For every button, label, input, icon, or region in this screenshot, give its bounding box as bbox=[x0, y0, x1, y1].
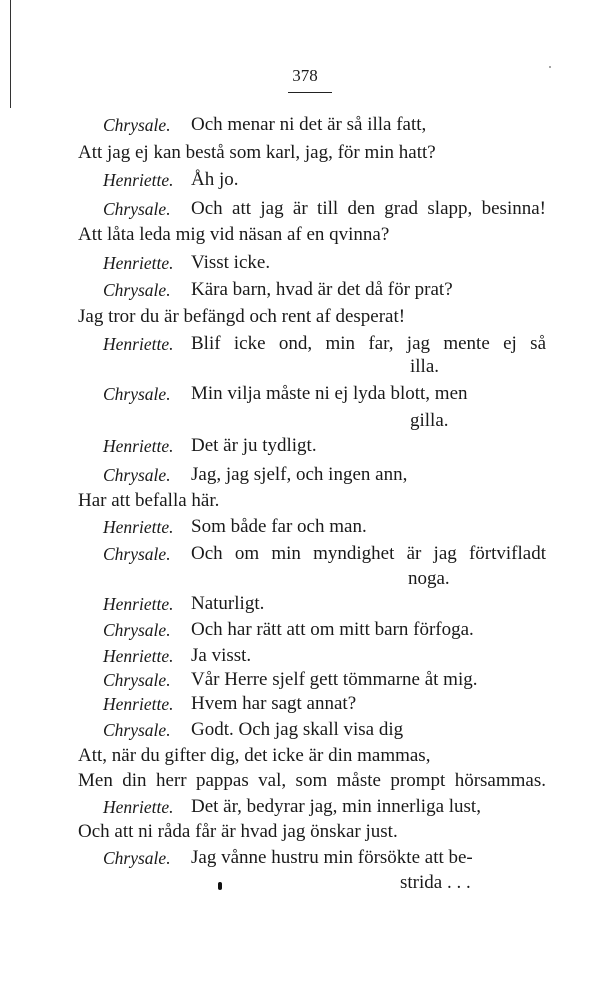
verse-text: Och att ni råda får är hvad jag önskar just. bbox=[78, 821, 398, 842]
text-line bbox=[0, 381, 608, 407]
text-line bbox=[0, 354, 608, 380]
text-line bbox=[0, 667, 608, 693]
text-line bbox=[0, 140, 608, 166]
speaker-name: Henriette. bbox=[103, 334, 174, 354]
text-line bbox=[0, 167, 608, 193]
verse-text: Att jag ej kan bestå som karl, jag, för min hatt? bbox=[78, 142, 436, 163]
speaker-name: Chrysale. bbox=[103, 670, 171, 690]
text-line bbox=[0, 222, 608, 248]
speaker-name: Chrysale. bbox=[103, 720, 171, 740]
continuation-text: gilla. bbox=[410, 410, 449, 431]
speech-text: Naturligt. bbox=[191, 593, 265, 614]
page-number-rule bbox=[288, 92, 332, 93]
speaker-name: Henriette. bbox=[103, 517, 174, 537]
text-line bbox=[0, 277, 608, 303]
text-line bbox=[0, 591, 608, 617]
speaker-name: Henriette. bbox=[103, 170, 174, 190]
text-line bbox=[0, 819, 608, 845]
text-line bbox=[0, 870, 608, 896]
continuation-text: strida . . . bbox=[400, 872, 471, 893]
ink-mark bbox=[218, 882, 222, 890]
verse-text: Att låta leda mig vid näsan af en qvinna? bbox=[78, 224, 390, 245]
speech-text: Godt. Och jag skall visa dig bbox=[191, 719, 404, 740]
text-line bbox=[0, 408, 608, 434]
speaker-name: Chrysale. bbox=[103, 465, 171, 485]
text-line bbox=[0, 433, 608, 459]
continuation-text: illa. bbox=[410, 356, 440, 377]
verse-text: Har att befalla här. bbox=[78, 490, 220, 511]
text-line bbox=[0, 541, 608, 567]
speech-text: Och om min myndighet är jag förtvifladt bbox=[191, 543, 546, 564]
speech-text: Kära barn, hvad är det då för prat? bbox=[191, 279, 453, 300]
speech-text: Det är, bedyrar jag, min innerliga lust, bbox=[191, 796, 481, 817]
speaker-name: Chrysale. bbox=[103, 544, 171, 564]
speech-text: Jag vånne hustru min försökte att be- bbox=[191, 847, 473, 868]
speaker-name: Chrysale. bbox=[103, 115, 171, 135]
text-line bbox=[0, 514, 608, 540]
speech-text: Och menar ni det är så illa fatt, bbox=[191, 114, 427, 135]
verse-text: Men din herr pappas val, som måste prompt hörsammas. bbox=[78, 770, 546, 791]
speech-text: Visst icke. bbox=[191, 252, 271, 273]
speaker-name: Henriette. bbox=[103, 253, 174, 273]
speech-text: Hvem har sagt annat? bbox=[191, 693, 357, 714]
text-line bbox=[0, 196, 608, 222]
text-line bbox=[0, 566, 608, 592]
speech-text: Som både far och man. bbox=[191, 516, 367, 537]
speaker-name: Chrysale. bbox=[103, 280, 171, 300]
page-number: 378 bbox=[292, 66, 318, 85]
speaker-name: Henriette. bbox=[103, 594, 174, 614]
text-line bbox=[0, 488, 608, 514]
text-line bbox=[0, 768, 608, 794]
speaker-name: Chrysale. bbox=[103, 848, 171, 868]
text-line bbox=[0, 743, 608, 769]
speech-text: Blif icke ond, min far, jag mente ej så bbox=[191, 333, 546, 354]
speech-text: Jag, jag sjelf, och ingen ann, bbox=[191, 464, 408, 485]
speech-text: Åh jo. bbox=[191, 169, 239, 190]
speech-text: Det är ju tydligt. bbox=[191, 435, 317, 456]
text-line bbox=[0, 643, 608, 669]
text-line bbox=[0, 717, 608, 743]
speaker-name: Chrysale. bbox=[103, 384, 171, 404]
verse-text: Att, när du gifter dig, det icke är din mammas, bbox=[78, 745, 431, 766]
speaker-name: Henriette. bbox=[103, 694, 174, 714]
page-edge-line bbox=[10, 0, 11, 108]
verse-text: Jag tror du är befängd och rent af desperat! bbox=[78, 306, 406, 327]
speaker-name: Henriette. bbox=[103, 797, 174, 817]
speaker-name: Henriette. bbox=[103, 646, 174, 666]
speech-text: Och att jag är till den grad slapp, besinna! bbox=[191, 198, 546, 219]
speaker-name: Chrysale. bbox=[103, 620, 171, 640]
text-line bbox=[0, 794, 608, 820]
text-line bbox=[0, 462, 608, 488]
text-line bbox=[0, 250, 608, 276]
text-line bbox=[0, 617, 608, 643]
text-line bbox=[0, 845, 608, 871]
speech-text: Vår Herre sjelf gett tömmarne åt mig. bbox=[191, 669, 478, 690]
speech-text: Och har rätt att om mitt barn förfoga. bbox=[191, 619, 474, 640]
text-line bbox=[0, 112, 608, 138]
speech-text: Ja visst. bbox=[191, 645, 252, 666]
speck-mark bbox=[549, 66, 551, 68]
speaker-name: Chrysale. bbox=[103, 199, 171, 219]
continuation-text: noga. bbox=[408, 568, 450, 589]
text-line bbox=[0, 691, 608, 717]
speech-text: Min vilja måste ni ej lyda blott, men bbox=[191, 383, 468, 404]
text-line bbox=[0, 304, 608, 330]
speaker-name: Henriette. bbox=[103, 436, 174, 456]
